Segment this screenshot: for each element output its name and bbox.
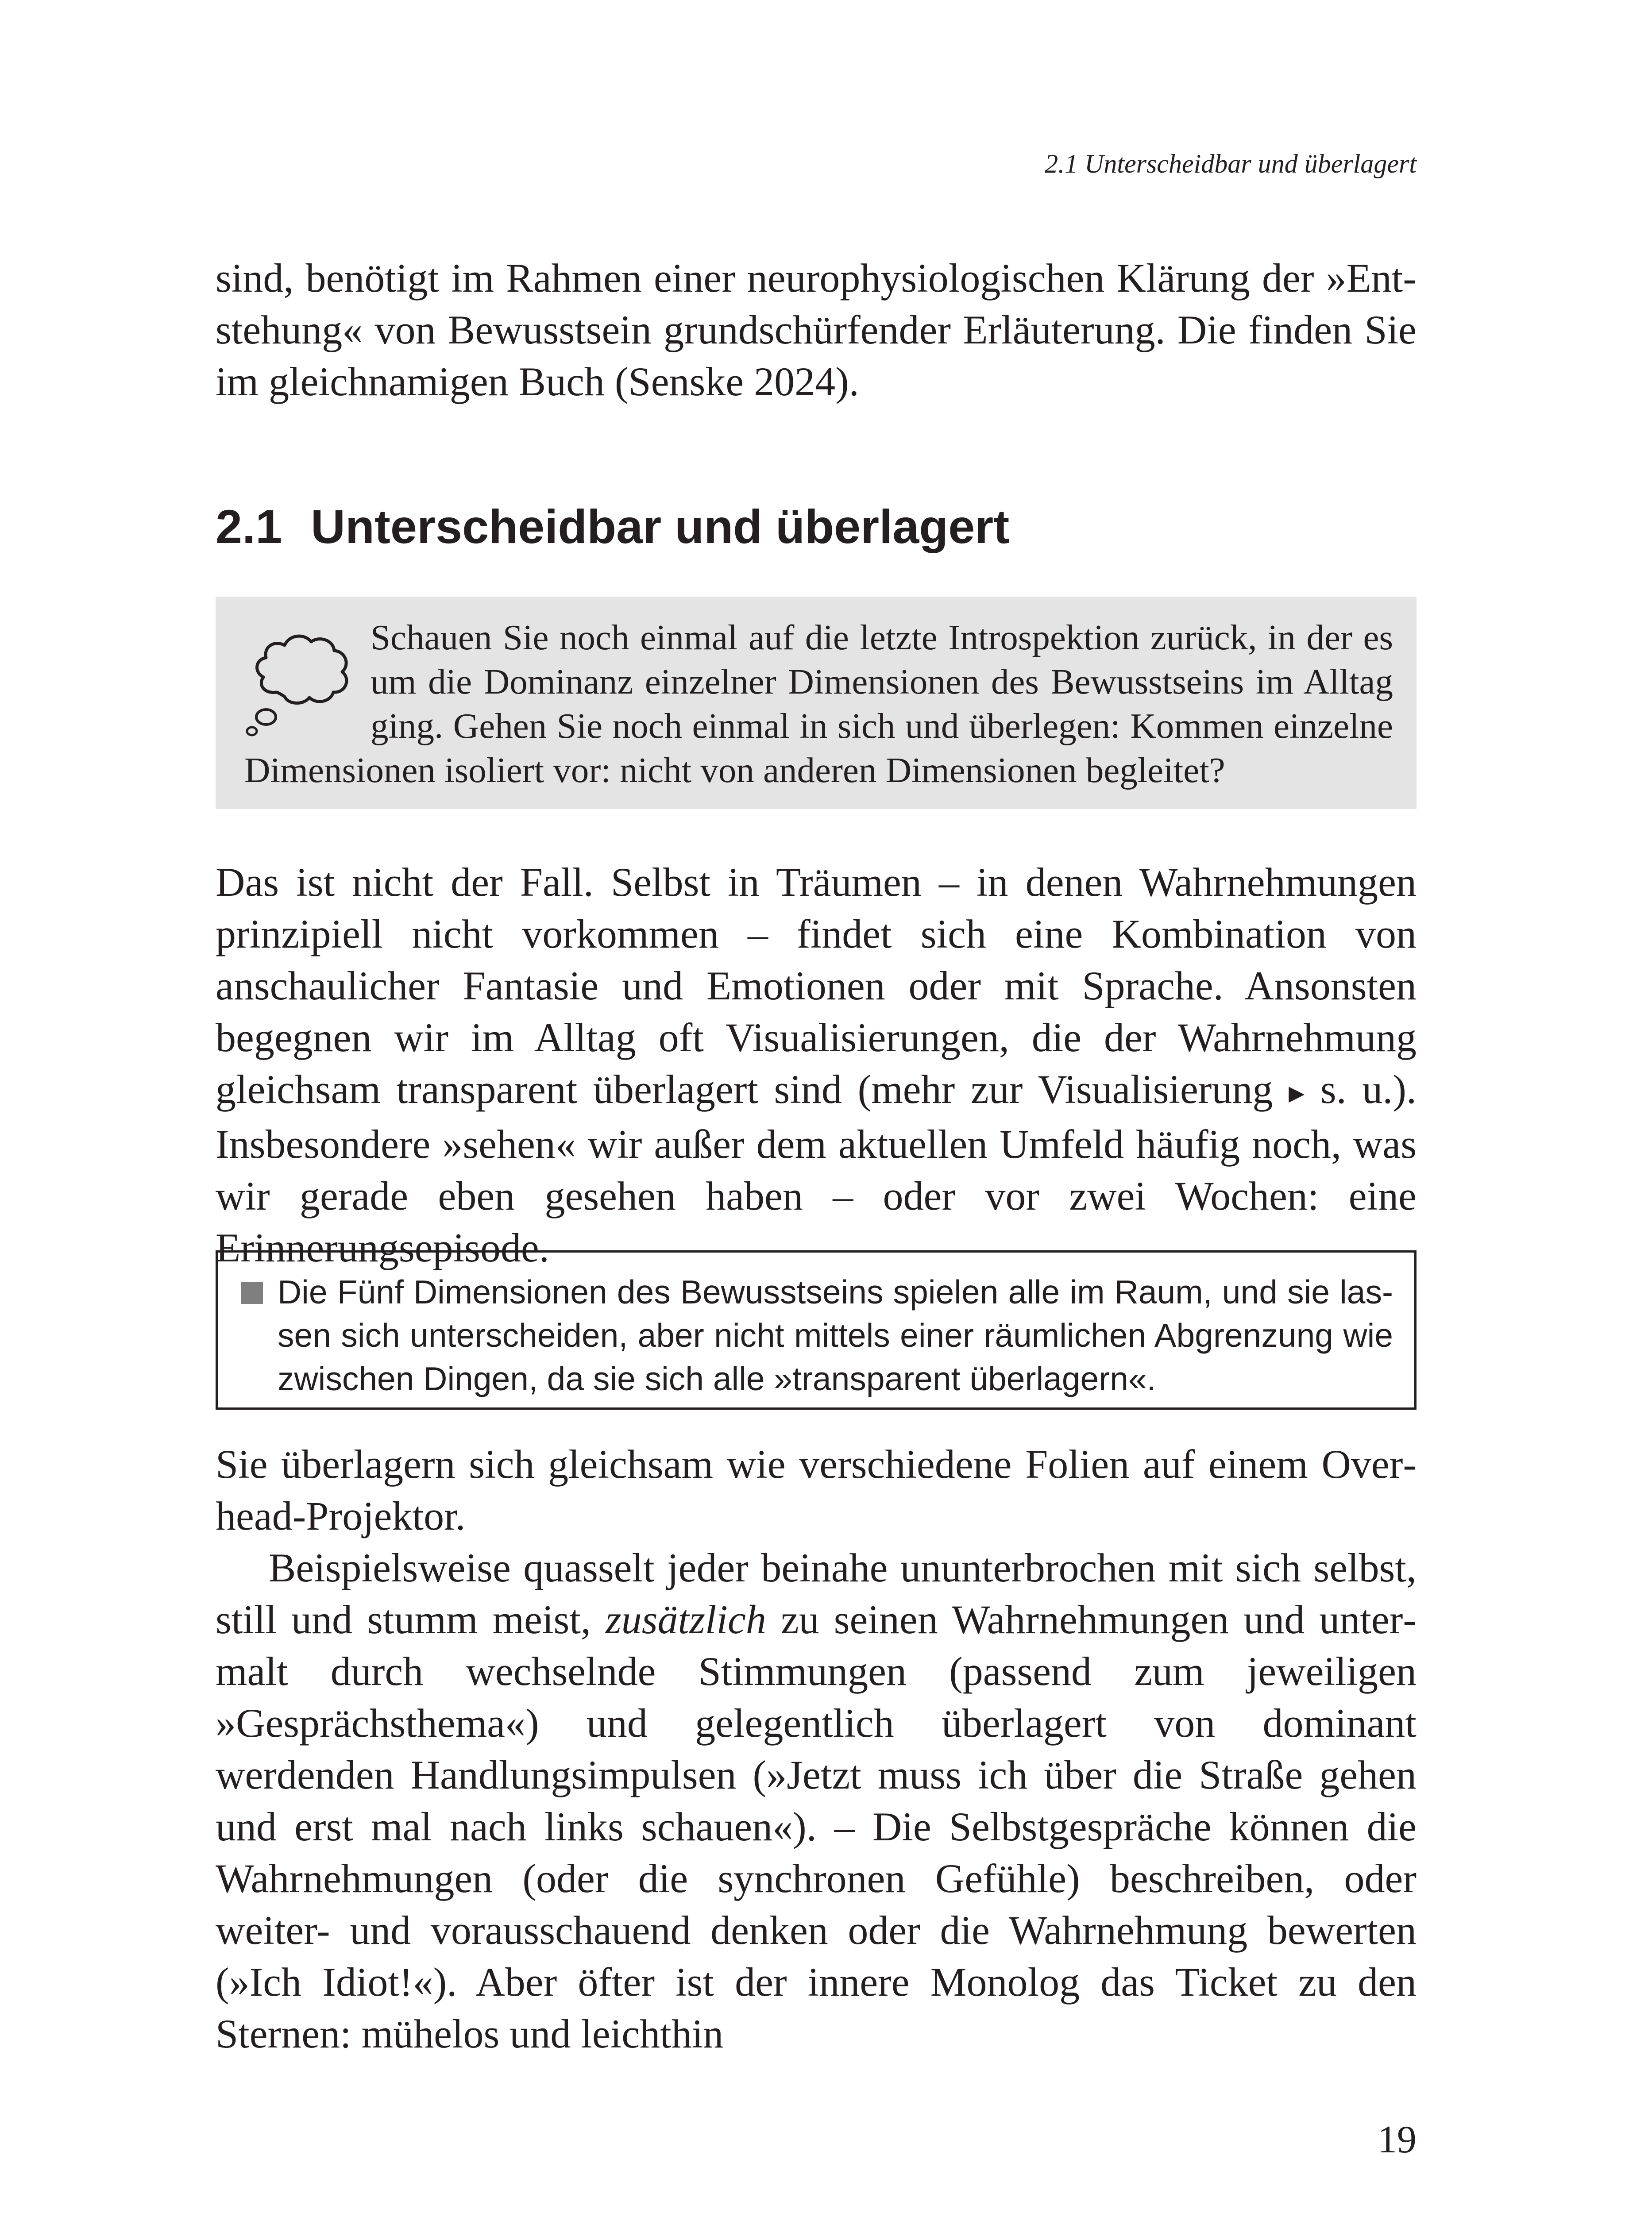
running-head: 2.1 Unterscheidbar und überlagert (1045, 149, 1417, 178)
section-title: Unterscheidbar und überlagert (311, 500, 1010, 553)
square-bullet-icon (241, 1282, 263, 1304)
section-number: 2.1 (216, 500, 282, 553)
paragraph-1-text (216, 856, 1417, 1274)
paragraph-3-part-1: Beispielsweise quasselt jeder beinahe ununterbrochen mit sich selbst, still und stumm meist, (216, 1545, 1417, 1642)
key-statement-box (216, 1250, 1417, 1410)
emphasis-word: zusätzlich (605, 1597, 766, 1642)
key-statement-text: Die Fünf Dimensionen des Bewusstseins spielen alle im Raum, und sie lassen sich unterscheiden, aber nicht mittels einer räumlichen Abgrenzung wie zwischen Dingen, da sie sich alle »transparent überlagern«. (278, 1273, 1393, 1397)
reflection-text (244, 615, 1393, 792)
icon-spacer (244, 615, 371, 744)
paragraph-3-text (216, 1542, 1417, 2060)
reflection-box (216, 597, 1417, 809)
intro-text: sind, benötigt im Rahmen einer neurophysiologischen Klärung der »Entstehung« von Bewusstsein grundschürfender Erläuterung. Die finden Sie im gleichnamigen Buch (Senske 2024). (216, 255, 1417, 404)
paragraph-1-part-1: Das ist nicht der Fall. Selbst in Träumen – in denen Wahrnehmungen prinzipiell nicht vorkommen – findet sich eine Kombination von anschaulicher Fantasie und Emotionen oder mit Sprache. Ansonsten begegnen wir im Alltag oft Visualisierungen, die der Wahrnehmung gleichsam transparent überlagert sind (mehr zur Visualisierung (216, 860, 1417, 1112)
section-heading (216, 496, 1417, 558)
cross-reference-arrow-icon: ▸ (1289, 1075, 1305, 1110)
paragraph-2 (216, 1438, 1417, 2060)
intro-paragraph (216, 252, 1417, 408)
reflection-text-content: Schauen Sie noch einmal auf die letzte Introspektion zurück, in der es um die Dominanz einzelner Dimensionen des Bewusstseins im Alltag ging. Gehen Sie noch einmal in sich und überlegen: Kommen einzelne Dimensionen isoliert vor: nicht von anderen Dimensionen begleitet? (244, 617, 1393, 790)
page-number: 19 (1378, 2118, 1417, 2161)
paragraph-1-part-2: s. u.). Insbesondere »sehen« wir außer dem aktuellen Umfeld häufig noch, was wir gerade eben gesehen haben – oder vor zwei Wochen: eine Erinnerungsepisode. (216, 1067, 1417, 1270)
paragraph-1 (216, 856, 1417, 1274)
paragraph-2-text: Sie überlagern sich gleichsam wie verschiedene Folien auf einem Overhead-Projektor. (216, 1442, 1417, 1538)
paragraph-3-part-2: zu seinen Wahrnehmungen und untermalt durch wechselnde Stimmungen (passend zum jeweiligen »Gesprächsthema«) und gelegentlich überlagert von dominant werdenden Handlungsimpulsen (»Jetzt muss ich über die Straße gehen und erst mal nach links schauen«). – Die Selbstgespräche können die Wahrnehmungen (oder die synchronen Gefühle) beschreiben, oder weiter- und vorausschauend denken oder die Wahrnehmung bewerten (»Ich Idiot!«). Aber öfter ist der innere Monolog das Ticket zu den Sternen: mühelos und leichthin (216, 1597, 1417, 2056)
